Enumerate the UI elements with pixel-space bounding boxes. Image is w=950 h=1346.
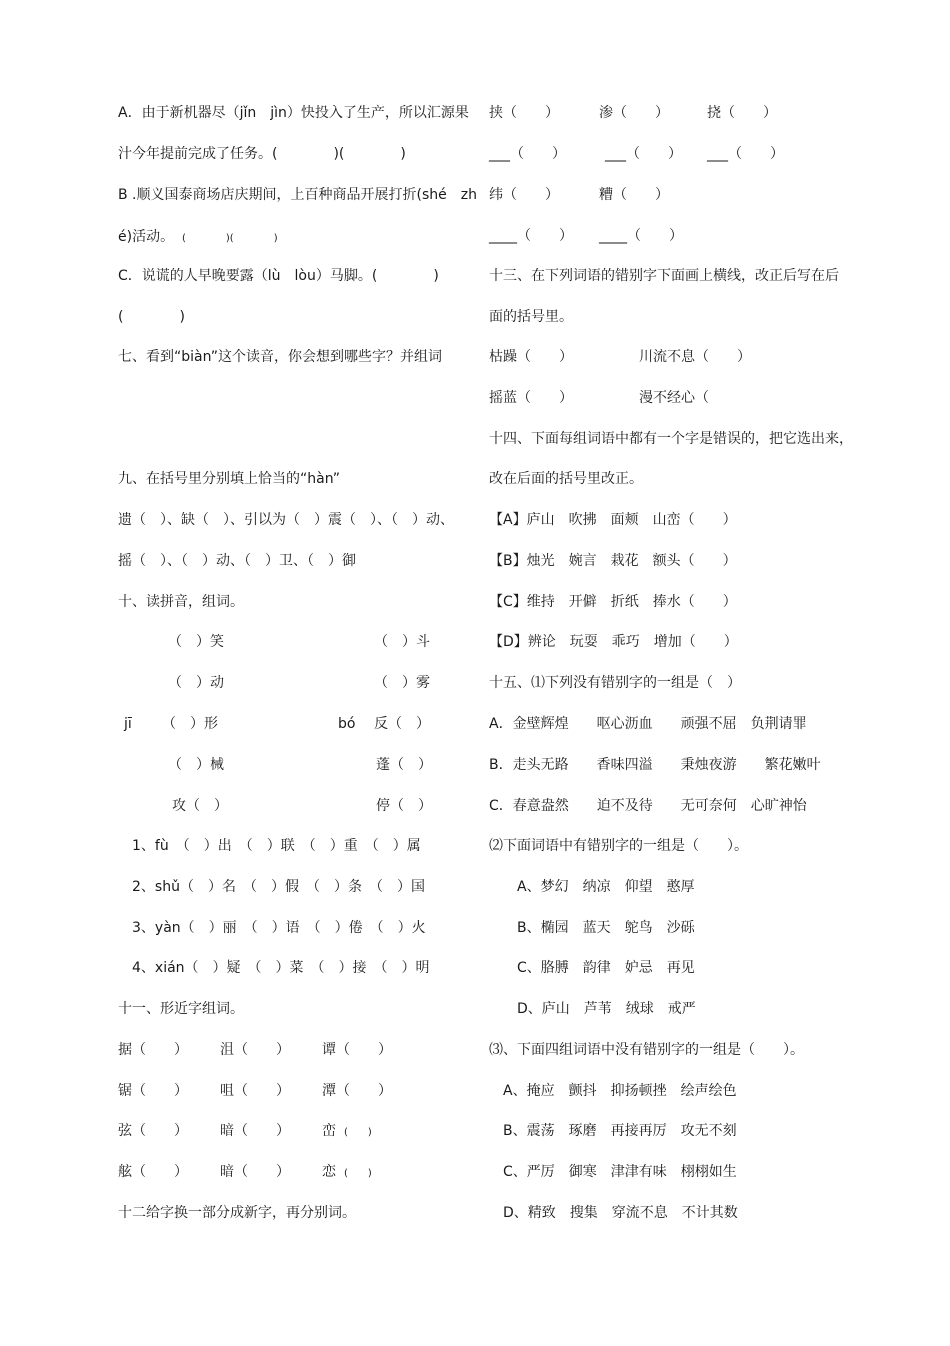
text-line: 十三、在下列词语的错别字下面画上横线，改正后写在后 [489,268,839,284]
text-line: B、震荡 琢磨 再接再厉 攻无不刻 [503,1123,737,1139]
text-line: ___（ ） [489,146,566,162]
text-line: 挟（ ） [489,105,559,121]
text-line: 峦 [322,1123,336,1139]
text-line: 蓬（ ） [376,757,432,773]
text-line: （ ）形 [162,716,218,732]
text-line: 七、看到“biàn”这个读音，你会想到哪些字？并组词 [118,349,442,365]
text-line: 纬（ ） [489,187,559,203]
text-line: 锯（ ） [118,1083,188,1099]
text-line: jī [124,716,132,732]
text-line: ___（ ） [707,146,784,162]
text-line: ___（ ） [605,146,682,162]
text-line: 川流不息（ ） [639,349,751,365]
text-line: 暗（ ） [220,1123,290,1139]
text-line: 【C】维持 开僻 折纸 捧水（ ） [489,594,737,610]
text-line: （ ）动 [168,675,224,691]
text-line: 面的括号里。 [489,309,573,325]
text-line: A、梦幻 纳凉 仰望 憨厚 [517,879,695,895]
text-line: 咀（ ） [220,1083,290,1099]
text-line: 停（ ） [376,798,432,814]
text-line: （ ）械 [168,757,224,773]
text-line: 据（ ） [118,1042,188,1058]
text-line: C．春意盎然 迫不及待 无可奈何 心旷神怡 [489,798,807,814]
text-line: 【A】庐山 吹拂 面颊 山峦（ ） [489,512,737,528]
text-line: C、胳膊 韵律 妒忌 再见 [517,960,695,976]
text-line: 遗（ ）、缺（ ）、引以为（ ）震（ ）、（ ）动、 [118,512,454,528]
text-line: bó [338,716,356,732]
text-line: ( )( ) [182,233,278,244]
text-line: C．说谎的人早晚要露（lù lòu）马脚。( ) [118,268,439,284]
text-line: A、掩应 颤抖 抑扬顿挫 绘声绘色 [503,1083,737,1099]
text-line: 挠（ ） [707,105,777,121]
text-line: 糟（ ） [599,187,669,203]
text-line: 十一、形近字组词。 [118,1001,244,1017]
text-line: ( ) [344,1127,372,1138]
text-line: ____（ ） [489,228,573,244]
text-line: 漫不经心（ [639,390,709,406]
text-line: 渗（ ） [599,105,669,121]
text-line: 恋 [322,1164,336,1180]
text-line: 1、fù （ ）出 （ ）联 （ ）重 （ ）属 [132,838,421,854]
text-line: 改在后面的括号里改正。 [489,471,643,487]
text-line: B .顺义国泰商场店庆期间，上百种商品开展打折(shé zh [118,187,477,203]
text-line: 十五、⑴下列没有错别字的一组是（ ） [489,675,741,691]
text-line: 摇（ ）、（ ）动、（ ）卫、（ ）御 [118,553,356,569]
text-line: A．由于新机器尽（jǐn jìn）快投入了生产，所以汇源果 [118,105,469,121]
text-line: 3、yàn（ ）丽 （ ）语 （ ）倦 （ ）火 [132,920,426,936]
text-line: （ ）斗 [374,634,430,650]
text-line: 2、shǔ（ ）名 （ ）假 （ ）条 （ ）国 [132,879,425,895]
text-line: D、庐山 芦苇 绒球 戒严 [517,1001,696,1017]
text-line: （ ）雾 [374,675,430,691]
text-line: 九、在括号里分别填上恰当的“hàn” [118,471,341,487]
text-line: 暗（ ） [220,1164,290,1180]
text-line: 舷（ ） [118,1164,188,1180]
text-line: 4、xián（ ）疑 （ ）菜 （ ）接 （ ）明 [132,960,430,976]
text-line: 摇蓝（ ） [489,390,573,406]
text-line: ( ) [118,309,185,325]
text-line: 弦（ ） [118,1123,188,1139]
text-line: 十四、下面每组词语中都有一个字是错误的，把它选出来， [489,431,853,447]
text-line: B．走头无路 香味四溢 秉烛夜游 繁花嫩叶 [489,757,821,773]
text-line: é)活动。 [118,229,175,245]
text-line: C、严厉 御寒 津津有味 栩栩如生 [503,1164,737,1180]
text-line: ⑵下面词语中有错别字的一组是（ ）。 [489,838,748,854]
text-line: ____（ ） [599,228,683,244]
text-line: 十二给字换一部分成新字，再分别词。 [118,1205,356,1221]
text-line: 反（ ） [374,716,430,732]
text-line: ( ) [344,1168,372,1179]
text-line: 【B】烛光 婉言 栽花 额头（ ） [489,553,737,569]
text-line: 【D】辨论 玩耍 乖巧 增加（ ） [489,634,738,650]
text-line: ⑶、下面四组词语中没有错别字的一组是（ ）。 [489,1042,804,1058]
text-line: 攻（ ） [172,798,228,814]
text-line: B、椭园 蓝天 鸵鸟 沙砾 [517,920,695,936]
text-line: 谭（ ） [322,1042,392,1058]
text-line: 十、读拼音，组词。 [118,594,244,610]
text-line: 潭（ ） [322,1083,392,1099]
text-line: 汁今年提前完成了任务。( )( ) [118,146,406,162]
text-line: （ ）笑 [168,634,224,650]
text-line: D、精致 搜集 穿流不息 不计其数 [503,1205,738,1221]
text-line: 枯躁（ ） [489,349,573,365]
text-line: 沮（ ） [220,1042,290,1058]
text-line: A．金壁辉煌 呕心沥血 顽强不屈 负荆请罪 [489,716,807,732]
